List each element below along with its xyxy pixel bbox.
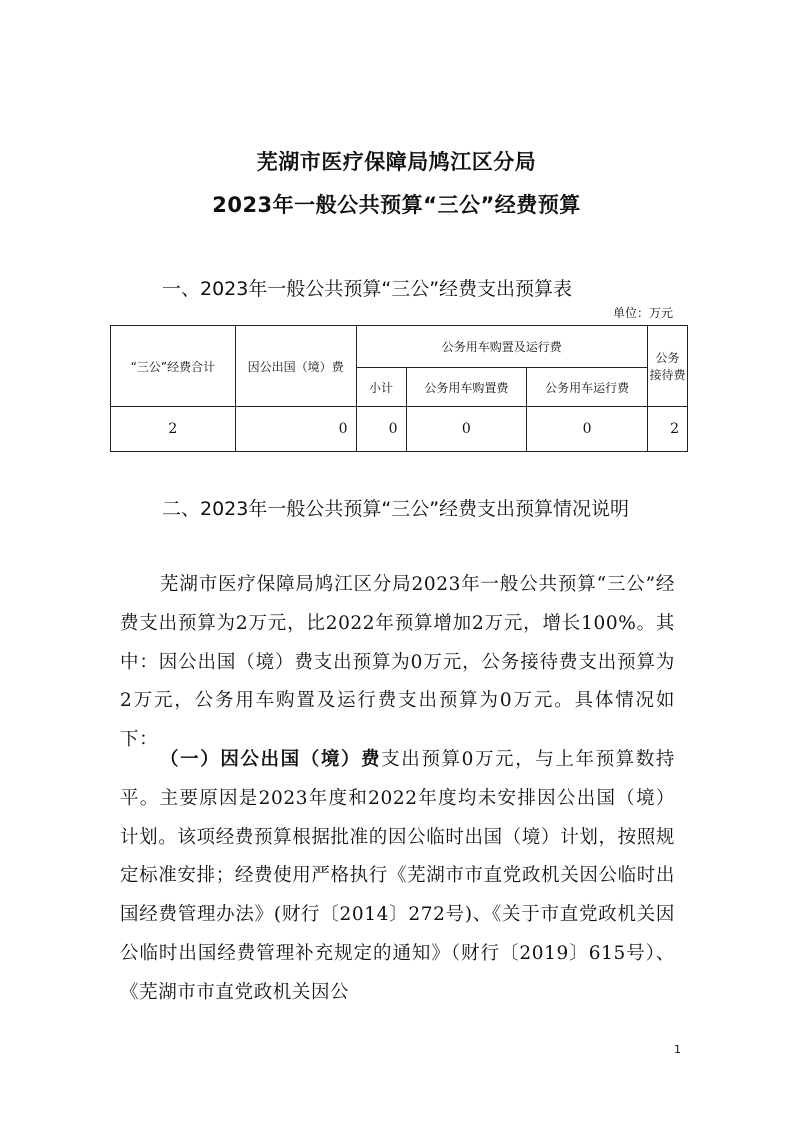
paragraph-overseas-lead: （一）因公出国（境）费 (160, 749, 382, 770)
header-overseas: 因公出国（境）费 (235, 326, 356, 407)
table-header-row (111, 326, 688, 368)
value-total: 2 (111, 407, 236, 452)
value-reception: 2 (648, 407, 688, 452)
paragraph-overseas-text: 支出预算0万元，与上年预算数持平。主要原因是2023年度和2022年度均未安排因公出国（境）计划。该项经费预算根据批准的因公临时出国（境）计划，按照规定标准安排；经费使用严格执行《芜湖市市直党政机关因公临时出国经费管理办法》(财行〔2014〕272号)、《关于市直党政机关因公临时出国经费管理补充规定的通知》（财行〔2019〕615号）、《芜湖市市直党政机关因公 (120, 749, 675, 1003)
paragraph-overseas (120, 741, 675, 1013)
paragraph-summary: 芜湖市医疗保障局鸠江区分局2023年一般公共预算“三公”经费支出预算为2万元，比2022年预算增加2万元，增长100%。其中：因公出国（境）费支出预算为0万元，公务接待费支出预算为2万元，公务用车购置及运行费支出预算为0万元。具体情况如下： (120, 574, 675, 751)
document-title-line2: 2023年一般公共预算“三公”经费预算 (212, 193, 581, 217)
header-vehicle-group: 公务用车购置及运行费 (356, 326, 647, 368)
budget-table (110, 325, 688, 452)
header-vehicle-operation: 公务用车运行费 (527, 368, 648, 407)
document-title-line1: 芜湖市医疗保障局鸠江区分局 (256, 150, 537, 174)
unit-label: 单位：万元 (612, 306, 673, 320)
header-reception-line2: 接待费 (649, 368, 686, 382)
section1-heading: 一、2023年一般公共预算“三公”经费支出预算表 (162, 278, 573, 300)
header-reception-line1: 公务 (655, 351, 680, 365)
header-total: “三公”经费合计 (111, 326, 236, 407)
value-vehicle-purchase: 0 (406, 407, 527, 452)
header-reception (648, 326, 688, 407)
header-subtotal: 小计 (356, 368, 406, 407)
page-number: 1 (674, 1043, 681, 1056)
value-overseas: 0 (235, 407, 356, 452)
value-vehicle-operation: 0 (527, 407, 648, 452)
table-row (111, 407, 688, 452)
value-subtotal: 0 (356, 407, 406, 452)
header-vehicle-purchase: 公务用车购置费 (406, 368, 527, 407)
section2-heading: 二、2023年一般公共预算“三公”经费支出预算情况说明 (162, 498, 630, 520)
